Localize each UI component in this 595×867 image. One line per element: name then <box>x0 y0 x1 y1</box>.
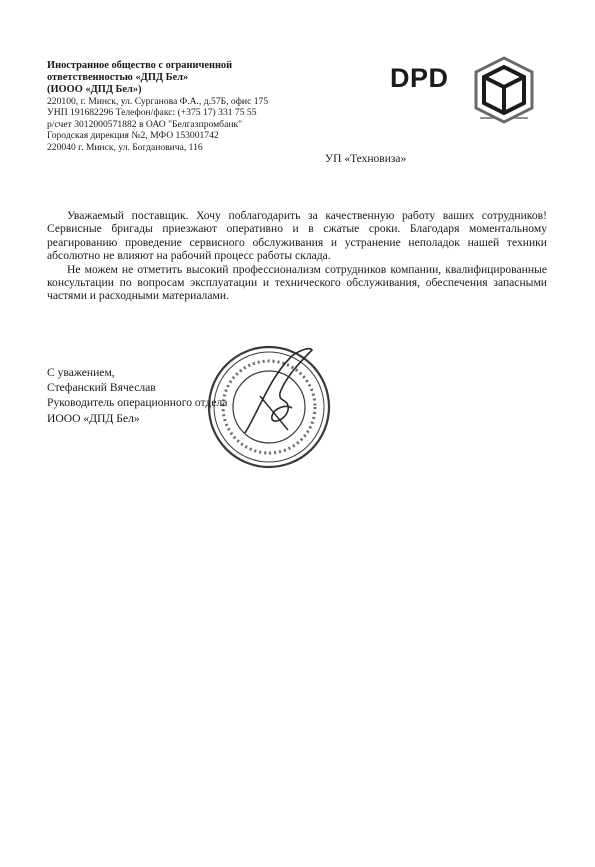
company-name-line-2: ответственностью «ДПД Бел» <box>47 72 189 83</box>
company-unp-phone: УНП 191682296 Телефон/факс: (+375 17) 331 75 55 <box>47 107 257 119</box>
dpd-logo <box>390 52 540 132</box>
company-name-line-1: Иностранное общество с ограниченной <box>47 60 233 71</box>
recipient: УП «Техновиза» <box>325 153 407 165</box>
company-bank-branch: Городская дирекция №2, МФО 153001742 <box>47 130 219 142</box>
dpd-logo-text: DPD <box>390 63 449 93</box>
company-bank-address: 220040 г. Минск, ул. Богдановича, 116 <box>47 141 203 153</box>
signature-block <box>47 365 227 426</box>
signatory-name: Стефанский Вячеслав <box>47 381 156 395</box>
company-bank-account: р/счет 3012000571882 в ОАО "Белгазпромбанк" <box>47 118 243 130</box>
company-address: 220100, г. Минск, ул. Сурганова Ф.А., д.57Б, офис 175 <box>47 96 269 107</box>
signatory-company: ИООО «ДПД Бел» <box>47 411 140 425</box>
letterhead <box>47 60 347 153</box>
body-paragraph-2: Не можем не отметить высокий профессионализм сотрудников компании, квалифицированные консультации по вопросам эксплуатации и технического обслуживания, обеспечения запасными частями и расходными материалами. <box>47 262 547 303</box>
signature-closing: С уважением, <box>47 366 115 379</box>
signatory-position: Руководитель операционного отдела <box>47 396 228 410</box>
company-short-name: (ИООО «ДПД Бел») <box>47 84 142 95</box>
body-paragraph-1: Уважаемый поставщик. Хочу поблагодарить за качественную работу ваших сотрудников! Сервисные бригады приезжают оперативно и в сжатые сроки. Благодаря моментальному реагированию проведение сервисного обслуживания и устранение неполадок нашей техники абсолютно не влияют на рабочий процесс работы склада. <box>47 209 547 263</box>
letter-body <box>47 209 547 303</box>
dpd-cube-icon <box>470 52 538 128</box>
